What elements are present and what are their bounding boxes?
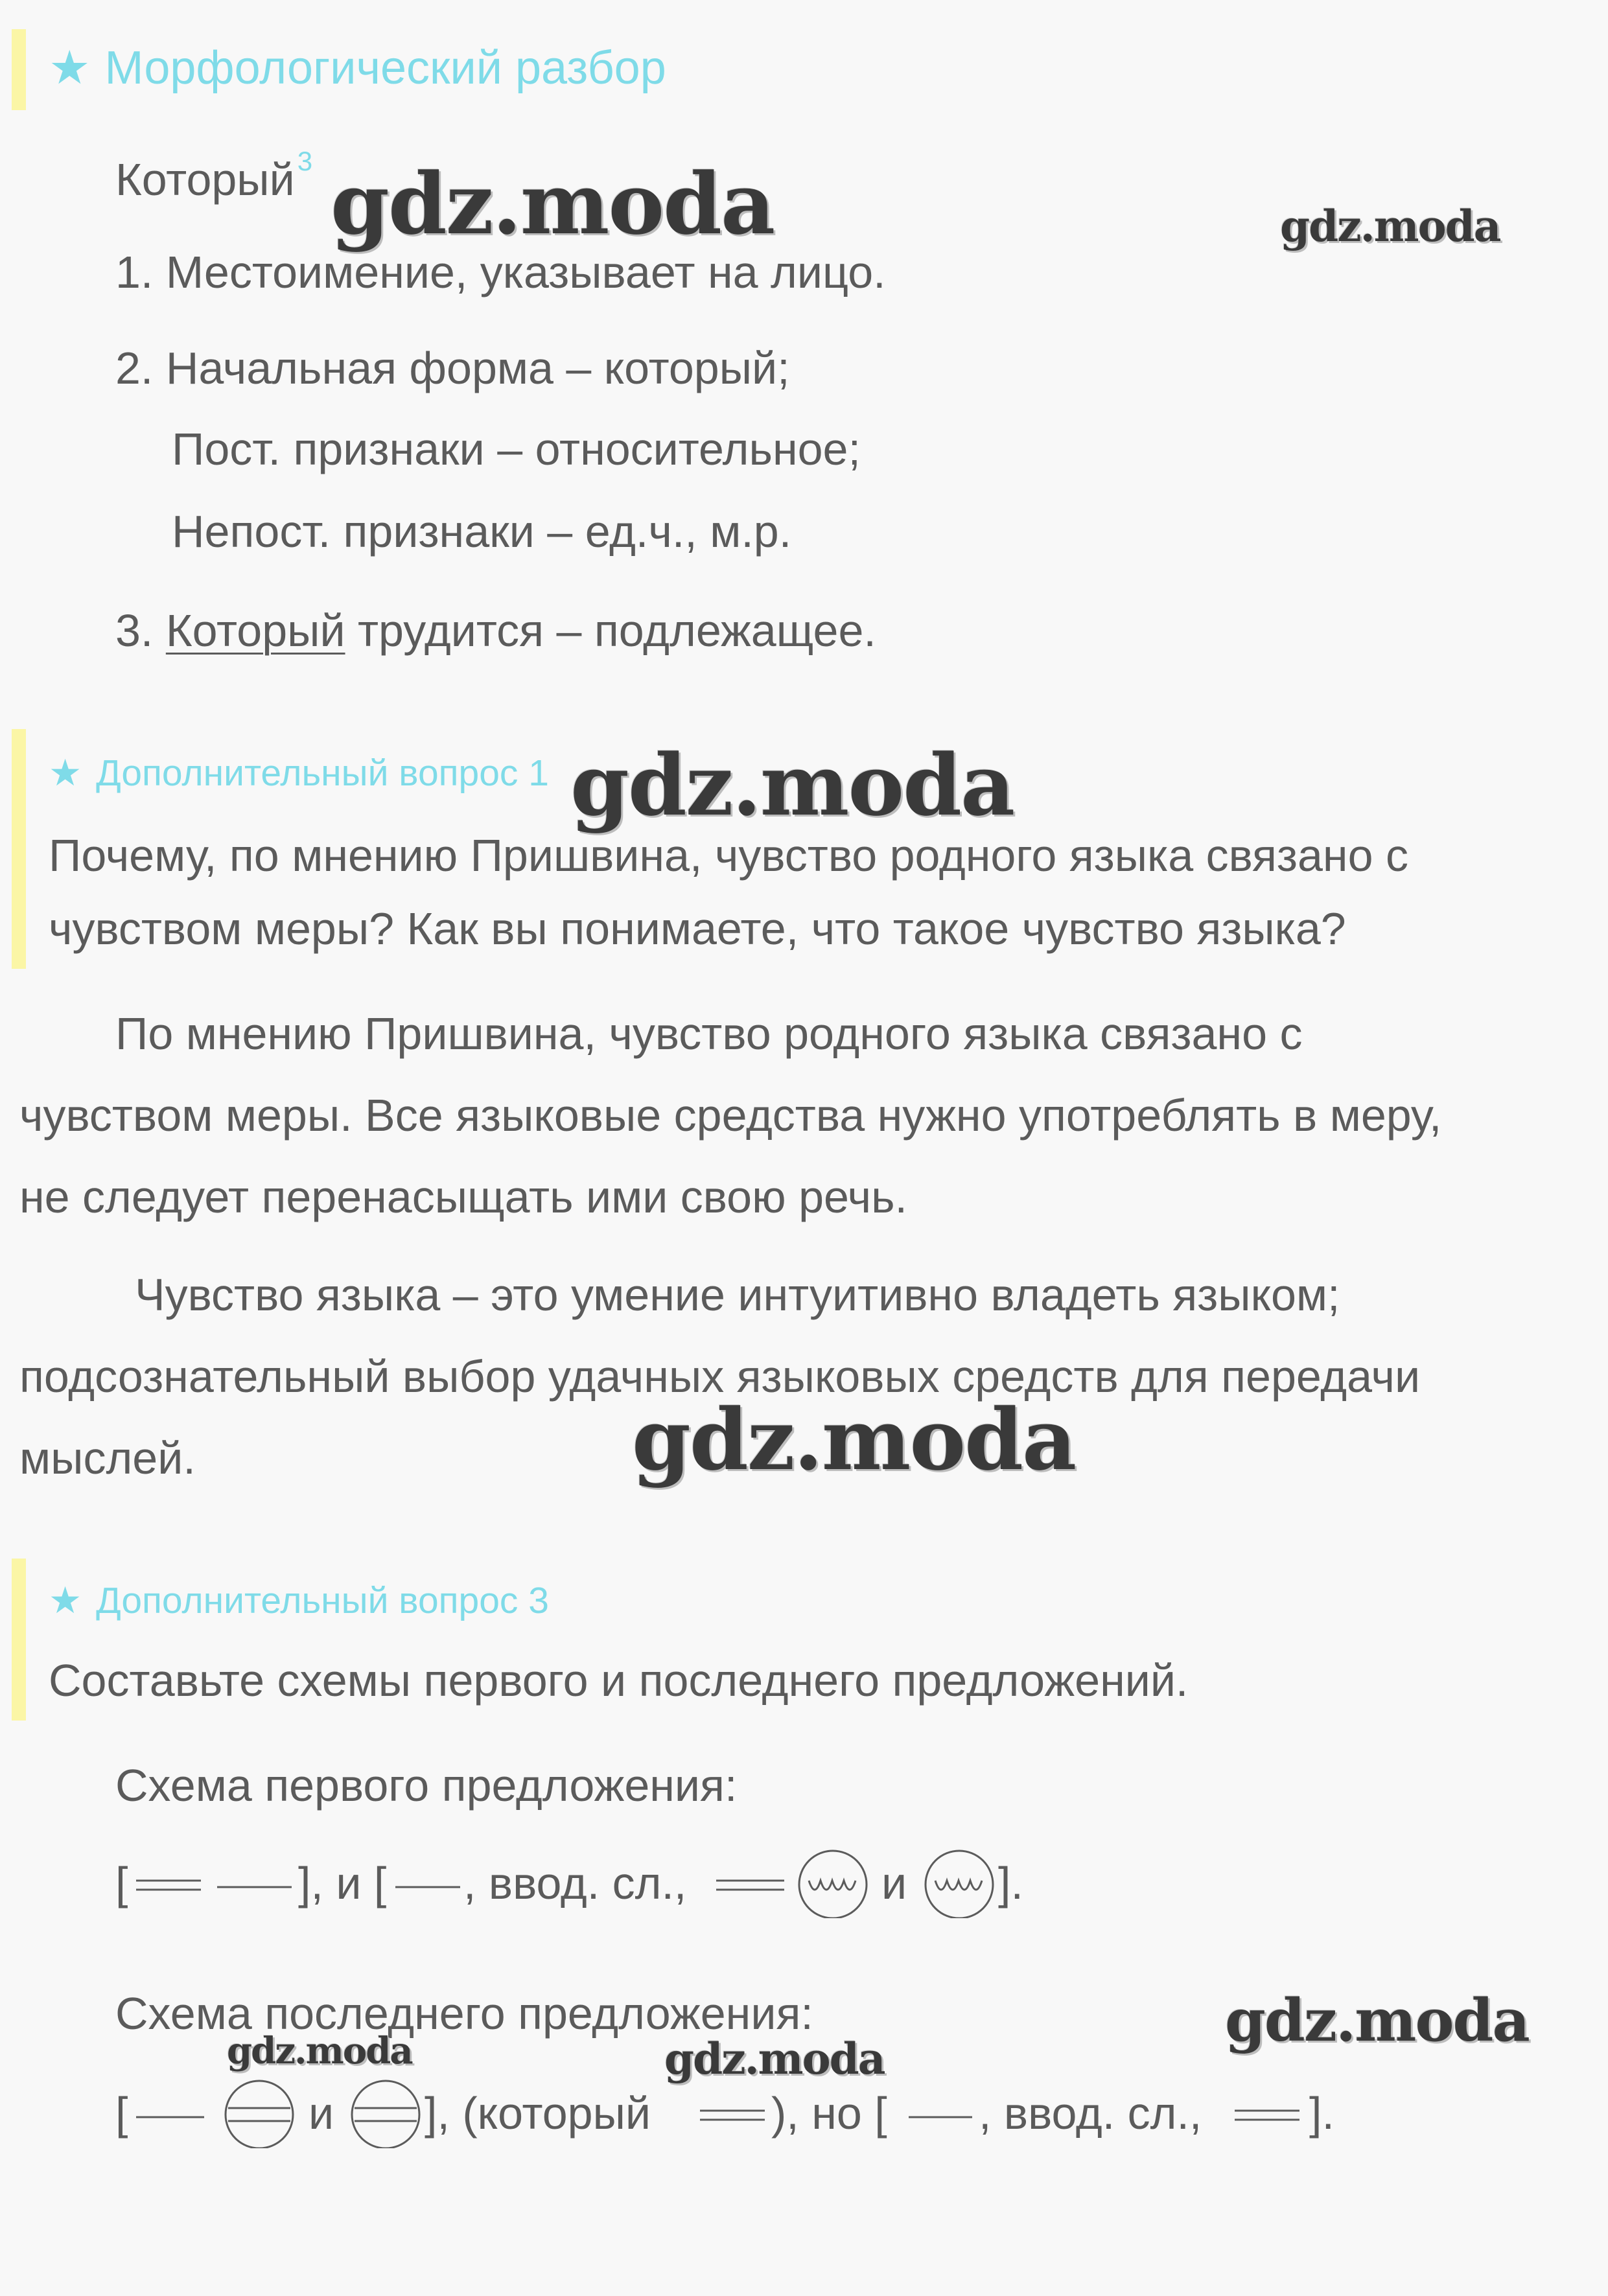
scheme1-part1: [ bbox=[115, 1858, 128, 1908]
morph-heading bbox=[49, 40, 666, 95]
question3-highlight-bar bbox=[12, 1559, 26, 1721]
morph-line-5-prefix: 3. bbox=[115, 605, 166, 656]
morph-line-1: 1. Местоимение, указывает на лицо. bbox=[115, 247, 886, 297]
morph-line-4: Непост. признаки – ед.ч., м.р. bbox=[172, 506, 792, 557]
footnote-marker[interactable]: 3 bbox=[297, 146, 313, 176]
question1-text-line2: чувством меры? Как вы понимаете, что такое чувство языка? bbox=[49, 903, 1346, 954]
analyzed-word-text: Который bbox=[115, 154, 295, 205]
answer1-line2: чувством меры. Все языковые средства нужно употреблять в меру, bbox=[19, 1090, 1442, 1141]
watermark: gdz.moda bbox=[664, 2034, 885, 2084]
scheme1-part3: , ввод. сл., bbox=[463, 1858, 687, 1908]
morph-heading-text: Морфологический разбор bbox=[104, 42, 666, 94]
morph-line-3: Пост. признаки – относительное; bbox=[172, 424, 861, 474]
scheme1-label: Схема первого предложения: bbox=[115, 1760, 738, 1811]
scheme2-part6: ]. bbox=[1309, 2088, 1334, 2139]
watermark: gdz.moda bbox=[1225, 1986, 1529, 2055]
answer1-line3: не следует перенасыщать ими свою речь. bbox=[19, 1172, 907, 1222]
answer2-line2: подсознательный выбор удачных языковых средств для передачи bbox=[19, 1351, 1421, 1402]
morph-line-5-rest: трудится – подлежащее. bbox=[345, 605, 876, 656]
scheme2-part1: [ bbox=[115, 2088, 128, 2139]
question1-heading bbox=[49, 752, 549, 794]
star-icon: ★ bbox=[49, 42, 91, 94]
question3-text: Составьте схемы первого и последнего предложений. bbox=[49, 1655, 1189, 1706]
answer2-line1: Чувство языка – это умение интуитивно владеть языком; bbox=[135, 1270, 1340, 1320]
watermark: gdz.moda bbox=[632, 1390, 1076, 1489]
scheme2-diagram bbox=[110, 2077, 1342, 2148]
answer2-line3: мыслей. bbox=[19, 1433, 196, 1483]
scheme2-label: Схема последнего предложения: bbox=[115, 1988, 813, 2039]
scheme2-part5: , ввод. сл., bbox=[979, 2088, 1202, 2139]
scheme1-diagram bbox=[110, 1847, 1050, 1918]
watermark: gdz.moda bbox=[331, 154, 775, 253]
morph-line-5 bbox=[115, 605, 876, 656]
analyzed-word bbox=[115, 146, 313, 205]
section-highlight-bar bbox=[12, 29, 26, 110]
scheme1-part5: ]. bbox=[998, 1858, 1023, 1908]
question3-heading-text: Дополнительный вопрос 3 bbox=[96, 1580, 549, 1621]
scheme1-part2: ], и [ bbox=[298, 1858, 387, 1908]
answer1-line1: По мнению Пришвина, чувство родного языка связано с bbox=[115, 1008, 1303, 1059]
question1-heading-text: Дополнительный вопрос 1 bbox=[96, 752, 549, 794]
striped-circle-icon bbox=[226, 2081, 293, 2148]
scheme2-part4: ), но [ bbox=[771, 2088, 887, 2139]
question1-highlight-bar bbox=[12, 729, 26, 969]
underlined-subject: Который bbox=[165, 605, 345, 656]
scheme2-part2: и bbox=[309, 2088, 334, 2139]
star-icon: ★ bbox=[49, 752, 82, 794]
watermark: gdz.moda bbox=[570, 736, 1014, 835]
question3-heading bbox=[49, 1579, 549, 1622]
scheme2-part3: ], (который bbox=[425, 2088, 651, 2139]
striped-circle-icon bbox=[352, 2081, 419, 2148]
watermark: gdz.moda bbox=[1280, 201, 1500, 251]
scheme1-part4: и bbox=[881, 1858, 907, 1908]
watermark: gdz.moda bbox=[227, 2030, 412, 2072]
question1-text-line1: Почему, по мнению Пришвина, чувство родного языка связано с bbox=[49, 830, 1408, 881]
morph-line-2: 2. Начальная форма – который; bbox=[115, 343, 790, 393]
star-icon: ★ bbox=[49, 1580, 82, 1621]
